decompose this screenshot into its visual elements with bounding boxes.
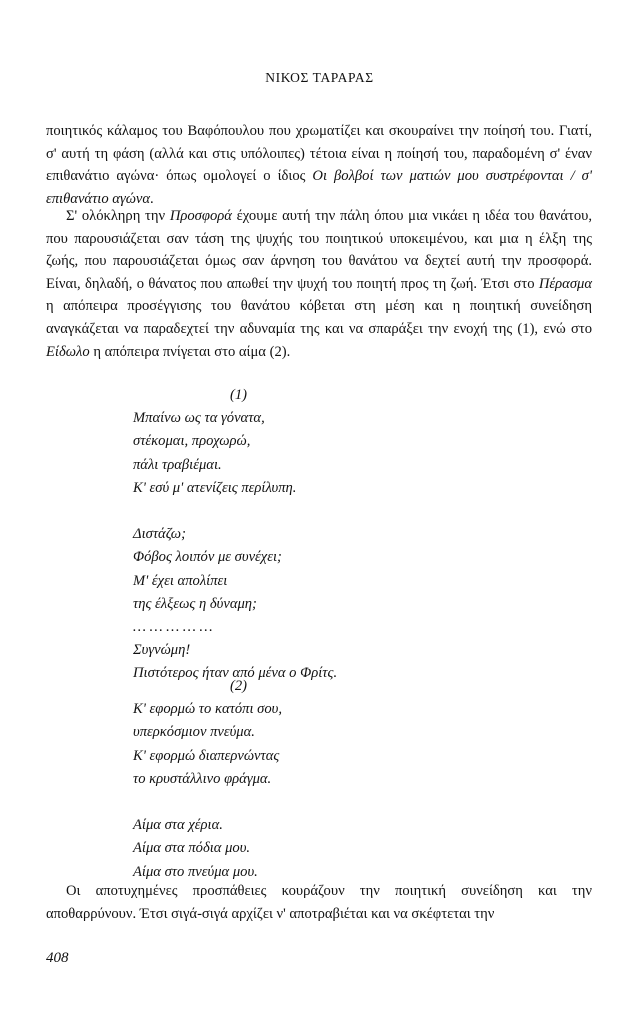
page-number: 408 (46, 950, 69, 966)
paragraph-1-quote: Οι βολβοί των ματιών μου συστρέφονται / σ' επιθανάτιο αγώνα (46, 168, 592, 207)
title-perasma: Πέρασμα (538, 275, 592, 292)
poem-line: Φόβος λοιπόν με συνέχει; (133, 549, 282, 566)
paragraph-2-part-b: έχουμε αυτή την πάλη όπου μια νικάει η ιδέα του θανάτου, που παρουσιάζεται σαν τάση της ψυχής του ποιητικού υποκειμένου, και μια η έλξη της ζωής, που παρουσιάζεται όμως σαν άρνηση του θανάτου να δεχτεί αυτή την προσφορά. Είναι, δηλαδή, ο θάνατος που απωθεί την ψυχή του ποιητή προς τη ζωή. Έτσι στο (46, 208, 592, 292)
paragraph-1 (46, 120, 592, 210)
poem-line: πάλι τραβιέμαι. (133, 456, 222, 473)
running-header: ΝΙΚΟΣ ΤΑΡΑΡΑΣ (265, 70, 374, 85)
poem-2-number: (2) (230, 678, 248, 694)
title-eidolo: Είδωλο (46, 343, 90, 360)
poem-line: Συγνώμη! (133, 642, 191, 659)
poem-line: Κ' εσύ μ' ατενίζεις περίλυπη. (133, 479, 297, 496)
stanza-break (133, 791, 553, 814)
poem-ellipsis-line: … … … … … (133, 618, 213, 635)
poem-line: Διστάζω; (133, 526, 186, 543)
paragraph-3-text: Οι αποτυχημένες προσπάθειες κουράζουν την ποιητική συνείδηση και την αποθαρρύνουν. Έτσι σιγά-σιγά αρχίζει ν' αποτραβιέται και να σκέφτεται την (46, 883, 592, 922)
paragraph-2-part-d: η απόπειρα πνίγεται στο αίμα (2). (89, 343, 291, 360)
paragraph-3 (46, 880, 592, 925)
poem-line: υπερκόσμιον πνεύμα. (133, 724, 255, 741)
poem-line: Αίμα στα πόδια μου. (133, 840, 251, 857)
poem-line: Μπαίνω ως τα γόνατα, (133, 410, 265, 427)
poem-line: Αίμα στα χέρια. (133, 817, 223, 834)
paragraph-2 (46, 205, 592, 363)
paragraph-1-end: . (150, 190, 154, 207)
poem-excerpt-1 (133, 384, 553, 685)
poem-line: στέκομαι, προχωρώ, (133, 433, 251, 450)
paragraph-2-part-c: η απόπειρα προσέγγισης του θανάτου κόβεται στη μέση και η ποιητική συνείδηση αναγκάζεται να παραδεχτεί την αδυναμία της και να σπαράξει την ενοχή της (1), ενώ στο (46, 298, 592, 337)
paragraph-1-text: ποιητικός κάλαμος του Βαφόπουλου που χρωματίζει και σκουραίνει την ποίησή του. Γιατί, σ' αυτή τη φάση (αλλά και στις υπόλοιπες) τέτοια είναι η ποίησή του, παραδομένη σ' έναν επιθανάτιο αγώνα· όπως ομολογεί ο ίδιος (46, 123, 592, 185)
poem-1-number: (1) (230, 387, 248, 403)
poem-line: Μ' έχει απολίπει (133, 572, 228, 589)
poem-line: Κ' εφορμώ διαπερνώντας (133, 747, 280, 764)
poem-line: το κρυστάλλινο φράγμα. (133, 770, 272, 787)
poem-line: της έλξεως η δύναμη; (133, 595, 257, 612)
poem-line: Πιστότερος ήταν από μένα ο Φρίτς. (133, 665, 338, 682)
stanza-break (133, 500, 553, 523)
poem-line: Αίμα στο πνεύμα μου. (133, 863, 258, 880)
poem-excerpt-2 (133, 675, 553, 884)
paragraph-2-part-a: Σ' ολόκληρη την (66, 208, 170, 224)
title-prosfora: Προσφορά (169, 208, 232, 224)
poem-line: Κ' εφορμώ το κατόπι σου, (133, 701, 282, 718)
